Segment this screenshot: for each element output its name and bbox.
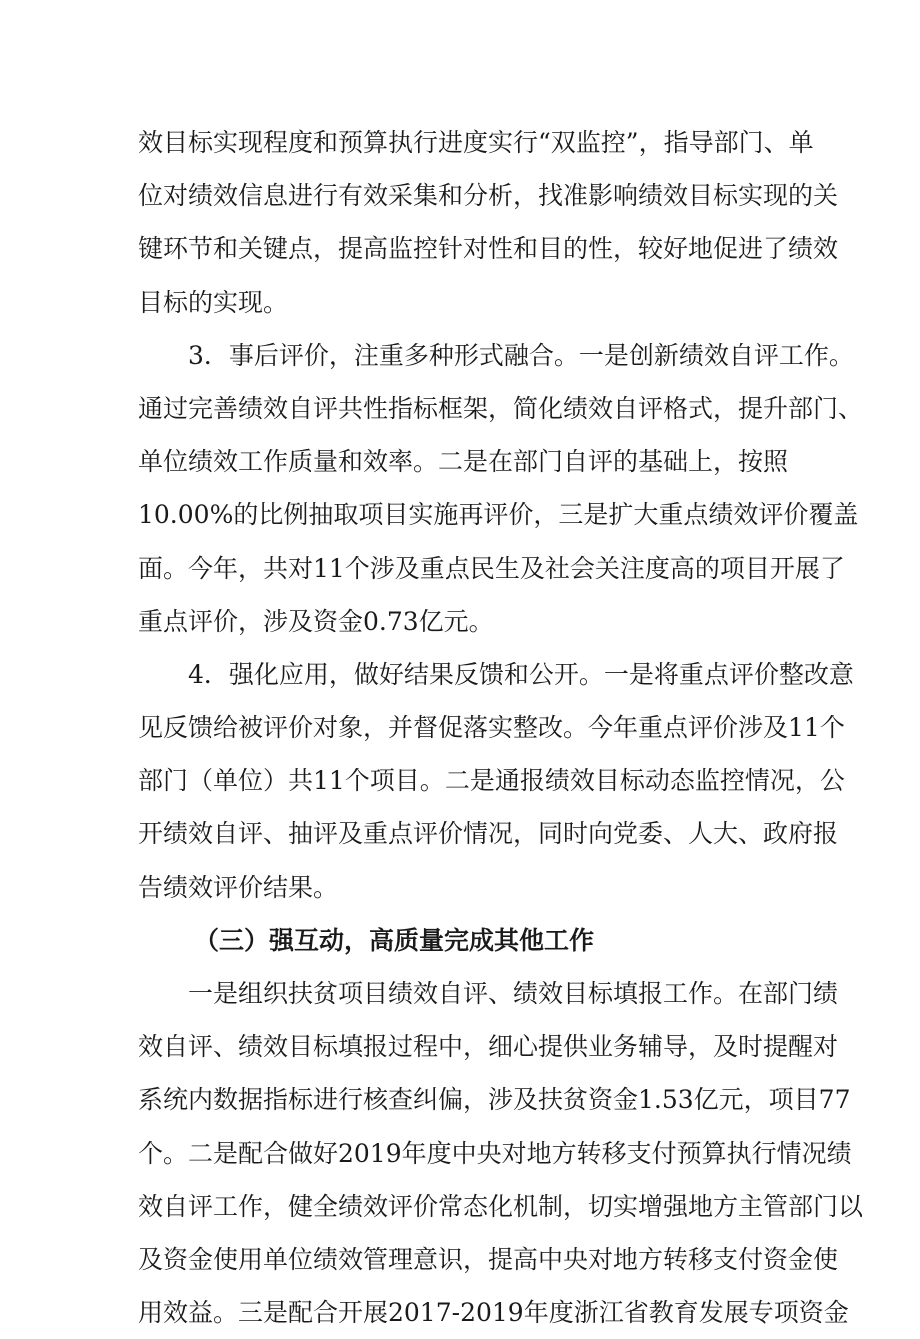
paragraph-line: 系统内数据指标进行核查纠偏，涉及扶贫资金1.53亿元，项目77 — [138, 1085, 851, 1115]
paragraph-line: 部门（单位）共11个项目。二是通报绩效目标动态监控情况，公 — [138, 766, 845, 796]
section-4-line: 4．强化应用，做好结果反馈和公开。一是将重点评价整改意 — [188, 659, 854, 689]
paragraph-line: 个。二是配合做好2019年度中央对地方转移支付预算执行情况绩 — [138, 1138, 852, 1168]
paragraph-line: 位对绩效信息进行有效采集和分析，找准影响绩效目标实现的关 — [138, 181, 839, 211]
section-heading: （三）强互动，高质量完成其他工作 — [194, 925, 595, 955]
paragraph-line: 用效益。三是配合开展2017-2019年度浙江省教育发展专项资金 — [138, 1298, 849, 1328]
paragraph-line: 目标的实现。 — [138, 287, 289, 317]
paragraph-line: 通过完善绩效自评共性指标框架，简化绩效自评格式，提升部门、 — [138, 393, 864, 423]
paragraph-line: 开绩效自评、抽评及重点评价情况，同时向党委、人大、政府报 — [138, 819, 839, 849]
section-3-line: 3．事后评价，注重多种形式融合。一是创新绩效自评工作。 — [188, 340, 854, 370]
paragraph-line: 效目标实现程度和预算执行进度实行“双监控”，指导部门、单 — [138, 128, 814, 157]
paragraph-line: 见反馈给被评价对象，并督促落实整改。今年重点评价涉及11个 — [138, 713, 845, 743]
paragraph-line: 效自评工作，健全绩效评价常态化机制，切实增强地方主管部门以 — [138, 1191, 864, 1221]
paragraph-line: 效自评、绩效目标填报过程中，细心提供业务辅导，及时提醒对 — [138, 1032, 839, 1062]
paragraph-line: 键环节和关键点，提高监控针对性和目的性，较好地促进了绩效 — [138, 234, 839, 264]
document-body — [138, 116, 864, 1339]
paragraph-line: 重点评价，涉及资金0.73亿元。 — [138, 606, 494, 636]
paragraph-line: 告绩效评价结果。 — [138, 872, 339, 902]
paragraph-line: 及资金使用单位绩效管理意识，提高中央对地方转移支付资金使 — [138, 1244, 839, 1274]
paragraph-line: 面。今年，共对11个涉及重点民生及社会关注度高的项目开展了 — [138, 553, 845, 583]
paragraph-line: 一是组织扶贫项目绩效自评、绩效目标填报工作。在部门绩 — [188, 979, 839, 1008]
paragraph-line: 单位绩效工作质量和效率。二是在部门自评的基础上，按照 — [138, 447, 789, 477]
paragraph-line: 10.00%的比例抽取项目实施再评价，三是扩大重点绩效评价覆盖 — [138, 500, 859, 530]
